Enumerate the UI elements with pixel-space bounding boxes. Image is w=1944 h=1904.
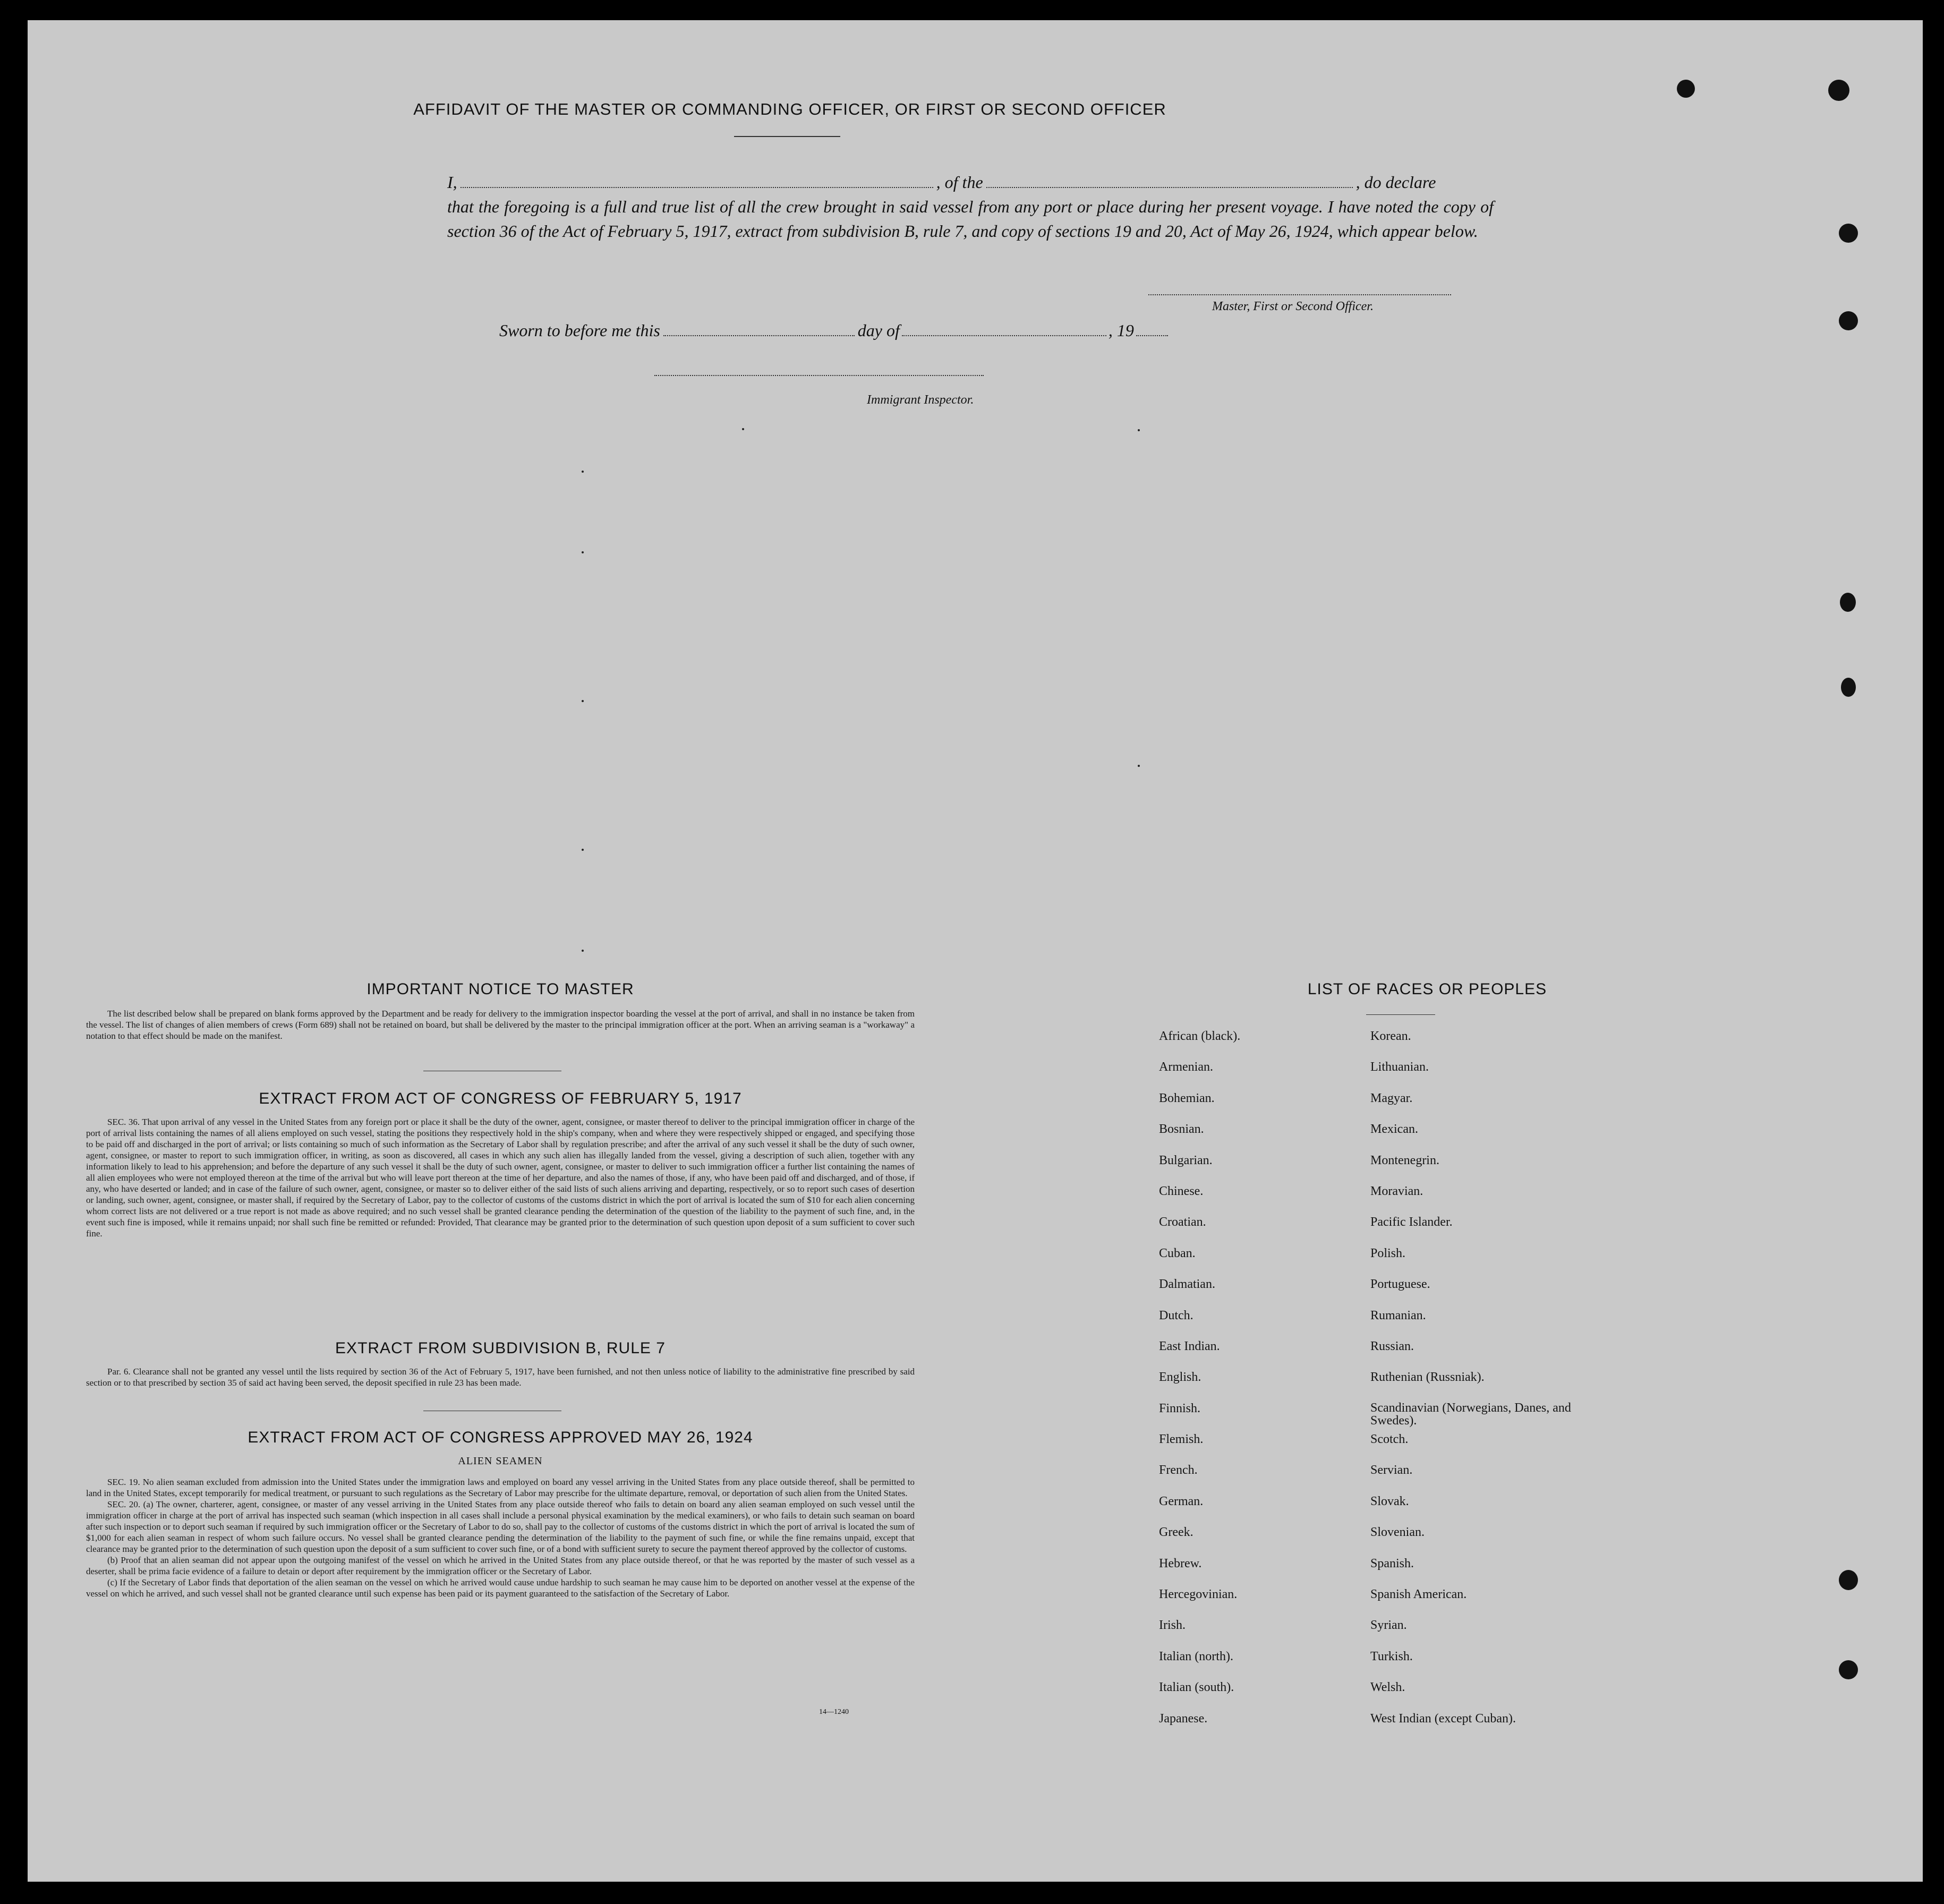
race-item: Flemish. <box>1159 1432 1204 1447</box>
race-item: Rumanian. <box>1370 1308 1426 1322</box>
stray-dot <box>1138 765 1140 767</box>
form-number: 14—1240 <box>819 1708 849 1716</box>
affidavit-title: AFFIDAVIT OF THE MASTER OR COMMANDING OFFICER, OR FIRST OR SECOND OFFICER <box>413 100 1166 118</box>
sworn-label: Sworn to before me this <box>499 321 660 340</box>
punch-hole <box>1839 311 1858 330</box>
sworn-day-field[interactable] <box>663 335 855 336</box>
race-item: Bohemian. <box>1159 1091 1215 1105</box>
title-divider <box>734 136 840 137</box>
extract-1917-heading: EXTRACT FROM ACT OF CONGRESS OF FEBRUARY 5, 1917 <box>259 1090 742 1107</box>
extract-1924-body <box>86 1476 915 1599</box>
race-item: Hebrew. <box>1159 1556 1202 1570</box>
sworn-year-field[interactable] <box>1136 335 1168 336</box>
race-item: Greek. <box>1159 1525 1193 1540</box>
race-item: Spanish American. <box>1370 1587 1467 1602</box>
punch-hole <box>1839 1660 1858 1679</box>
race-item: Bulgarian. <box>1159 1153 1213 1167</box>
sworn-month-field[interactable] <box>902 335 1106 336</box>
punch-hole <box>1677 80 1695 98</box>
stray-dot <box>582 950 584 952</box>
race-item: Scotch. <box>1370 1432 1409 1447</box>
races-column-1 <box>1159 1029 1361 1743</box>
sec-20a-text: SEC. 20. (a) The owner, charterer, agent, consignee, or master of any vessel arriving in the United States from any place outside thereof who fails to detain on board any alien seaman employed on such vessel until the immigration officer in charge at the port of arrival has inspected such seaman (which inspection in all cases shall include a personal physical examination by the medical examiners), or who fails to detain such seaman on board after such inspection or to deport such seaman if required by such immigration officer or the Secretary of Labor to do so, shall pay to the collector of customs of the customs district in which the port of arrival is located the sum of $1,000 for each alien seaman in respect of whom such failure occurs. No vessel shall be granted clearance pending the determination of the liability to the payment of such fine, or while the fine remains unpaid, except that clearance may be granted prior to the determination of such question upon the deposit of a sum sufficient to cover such fine, or of a bond with sufficient surety to secure the payment thereof approved by the collector of customs. <box>86 1499 915 1554</box>
notice-heading: IMPORTANT NOTICE TO MASTER <box>366 980 634 998</box>
of-the-label: , of the <box>936 173 983 192</box>
race-item: Slovak. <box>1370 1494 1409 1508</box>
punch-hole <box>1839 1570 1858 1590</box>
race-item: Scandinavian (Norwegians, Danes, and Swedes). <box>1370 1401 1571 1428</box>
punch-hole <box>1841 678 1856 697</box>
race-item: Mexican. <box>1370 1122 1418 1137</box>
sworn-statement <box>499 321 1168 340</box>
race-item: French. <box>1159 1463 1198 1478</box>
rule-7-text: Par. 6. Clearance shall not be granted any vessel until the lists required by section 36 of the Act of February 5, 1917, have been furnished, and not then unless notice of liability to the administrative fine prescribed by said section or to that prescribed by section 35 of said act having been served, the deposit specified in rule 23 has been made. <box>86 1367 915 1388</box>
stray-dot <box>582 551 584 553</box>
stray-dot <box>582 849 584 851</box>
race-item: Montenegrin. <box>1370 1153 1439 1167</box>
race-item: German. <box>1159 1494 1204 1508</box>
master-signature-label: Master, First or Second Officer. <box>1212 300 1374 313</box>
do-declare-label: , do declare <box>1355 173 1436 192</box>
inspector-signature-label: Immigrant Inspector. <box>867 393 974 407</box>
race-item: Dalmatian. <box>1159 1277 1215 1292</box>
races-column-2 <box>1370 1029 1604 1743</box>
race-item: Welsh. <box>1370 1680 1405 1695</box>
race-item: Korean. <box>1370 1029 1411 1043</box>
race-item: English. <box>1159 1370 1201 1385</box>
race-item: Turkish. <box>1370 1649 1413 1663</box>
extract-1917-text: SEC. 36. That upon arrival of any vessel in the United States from any foreign port or place it shall be the duty of the owner, agent, consignee, or master thereof to deliver to the principal immigration officer in charge of the port of arrival lists containing the names of all aliens employed on such vessel, stating the positions they respectively hold in the ship's company, when and where they were respectively shipped or engaged, and specifying those to be paid off and discharged in the port of arrival; or lists containing so much of such information as the Secretary of Labor shall by regulation prescribe; and after the arrival of any such vessel it shall be the duty of such owner, agent, consignee, or master to report to such immigration officer, in writing, as soon as discovered, all cases in which any such alien has illegally landed from the vessel, giving a description of such alien, together with any information likely to lead to his apprehension; and before the departure of any such vessel it shall be the duty of such owner, agent, consignee, or master to deliver to such immigration officer a further list containing the names of all alien employees who were not employed thereon at the time of the arrival but who will leave port thereon at the time of her departure, and also the names of those, if any, who have been paid off and discharged, and of those, if any, who have deserted or landed; and in case of the failure of such owner, agent, consignee, or master so to deliver either of the said lists of such aliens arriving and departing, respectively, or so to report such cases of desertion or landing, such owner, agent, consignee, or master shall, if required by the Secretary of Labor, pay to the collector of customs of the customs district in which the port of arrival is located the sum of $10 for each alien concerning whom correct lists are not delivered or a true report is not made as above required; and no such vessel shall be granted clearance pending the determination of the question of the liability to the payment of such fine, and, in the event such fine is imposed, while it remains unpaid; nor shall such fine be remitted or refunded: Provided, That clearance may be granted prior to the determination of such question upon deposit of a sum sufficient to cover such fine. <box>86 1117 915 1239</box>
stray-dot <box>582 471 584 473</box>
sec-20b-text: (b) Proof that an alien seaman did not appear upon the outgoing manifest of the vessel on which he arrived in the United States from any place outside thereof, or that he was reported by the master of such vessel as a deserter, shall be prima facie evidence of a failure to detain or deport after requirement by the immigration officer or the Secretary of Labor. <box>86 1555 915 1576</box>
notice-text: The list described below shall be prepared on blank forms approved by the Department and be ready for delivery to the immigration inspector boarding the vessel at the port of arrival, and shall in no instance be taken from the vessel. The list of changes of alien members of crews (Form 689) shall not be retained on board, but shall be delivered by the master to the principal immigration officer at the port. When an arriving seaman is a "workaway" a notation to that effect should be made on the manifest. <box>86 1009 915 1041</box>
race-item: Bosnian. <box>1159 1122 1204 1137</box>
race-item: Portuguese. <box>1370 1277 1430 1292</box>
race-item: Spanish. <box>1370 1556 1414 1570</box>
rule-7-heading: EXTRACT FROM SUBDIVISION B, RULE 7 <box>335 1339 666 1357</box>
race-item: Croatian. <box>1159 1215 1206 1230</box>
declaration-body: that the foregoing is a full and true list of all the crew brought in said vessel from any port or place during her present voyage. I have noted the copy of section 36 of the Act of February 5, 1917, extract from subdivision B, rule 7, and copy of sections 19 and 20, Act of May 26, 1924, which appear below. <box>447 197 1494 241</box>
race-item: Moravian. <box>1370 1184 1423 1198</box>
stray-dot <box>582 700 584 702</box>
race-item: Slovenian. <box>1370 1525 1425 1540</box>
extract-1924-heading: EXTRACT FROM ACT OF CONGRESS APPROVED MAY 26, 1924 <box>248 1429 753 1446</box>
race-item: Russian. <box>1370 1339 1414 1353</box>
races-heading: LIST OF RACES OR PEOPLES <box>1307 980 1547 998</box>
races-divider <box>1366 1014 1435 1015</box>
race-item: Servian. <box>1370 1463 1413 1478</box>
race-item: Syrian. <box>1370 1618 1407 1633</box>
race-item: Ruthenian (Russniak). <box>1370 1370 1485 1385</box>
race-item: Irish. <box>1159 1618 1186 1633</box>
race-item: Japanese. <box>1159 1711 1208 1726</box>
punch-hole <box>1828 80 1849 101</box>
race-item: Lithuanian. <box>1370 1060 1429 1074</box>
race-item: Cuban. <box>1159 1246 1196 1260</box>
master-signature-field[interactable] <box>1148 294 1451 295</box>
document-page <box>28 20 1923 1882</box>
race-item: Finnish. <box>1159 1401 1201 1415</box>
alien-seamen-subheading: ALIEN SEAMEN <box>458 1455 543 1467</box>
inspector-signature-field[interactable] <box>654 375 984 376</box>
declarant-prefix: I, <box>447 173 457 192</box>
vessel-name-field[interactable] <box>986 187 1353 188</box>
bleed-through-text <box>1302 158 1834 796</box>
race-item: Polish. <box>1370 1246 1406 1260</box>
year-label: , 19 <box>1108 321 1134 340</box>
race-item: Italian (north). <box>1159 1649 1233 1663</box>
punch-hole <box>1840 593 1856 612</box>
race-item: East Indian. <box>1159 1339 1220 1353</box>
race-item: Magyar. <box>1370 1091 1413 1105</box>
race-item: Italian (south). <box>1159 1680 1234 1695</box>
race-item: Dutch. <box>1159 1308 1193 1322</box>
race-item: African (black). <box>1159 1029 1241 1043</box>
sec-19-text: SEC. 19. No alien seaman excluded from admission into the United States under the immigration laws and employed on board any vessel arriving in the United States from any place outside thereof, shall be permitted to land in the United States, except temporarily for medical treatment, or pursuant to such regulations as the Secretary of Labor may prescribe for the ultimate departure, removal, or deportation of such alien from the United States. <box>86 1477 915 1498</box>
sec-20c-text: (c) If the Secretary of Labor finds that deportation of the alien seaman on the vessel on which he arrived would cause undue hardship to such seaman he may cause him to be deported on another vessel at the expense of the vessel on which he arrived, and such vessel shall not be granted clearance until such expense has been paid or its payment guaranteed to the satisfaction of the Secretary of Labor. <box>86 1577 915 1599</box>
stray-dot <box>1138 429 1140 431</box>
punch-hole <box>1839 224 1858 243</box>
day-of-label: day of <box>857 321 900 340</box>
race-item: Pacific Islander. <box>1370 1215 1453 1230</box>
race-item: Hercegovinian. <box>1159 1587 1238 1602</box>
declaration <box>447 170 1494 243</box>
race-item: West Indian (except Cuban). <box>1370 1711 1516 1726</box>
declarant-name-field[interactable] <box>461 187 933 188</box>
stray-dot <box>742 428 744 430</box>
race-item: Armenian. <box>1159 1060 1213 1074</box>
race-item: Chinese. <box>1159 1184 1204 1198</box>
